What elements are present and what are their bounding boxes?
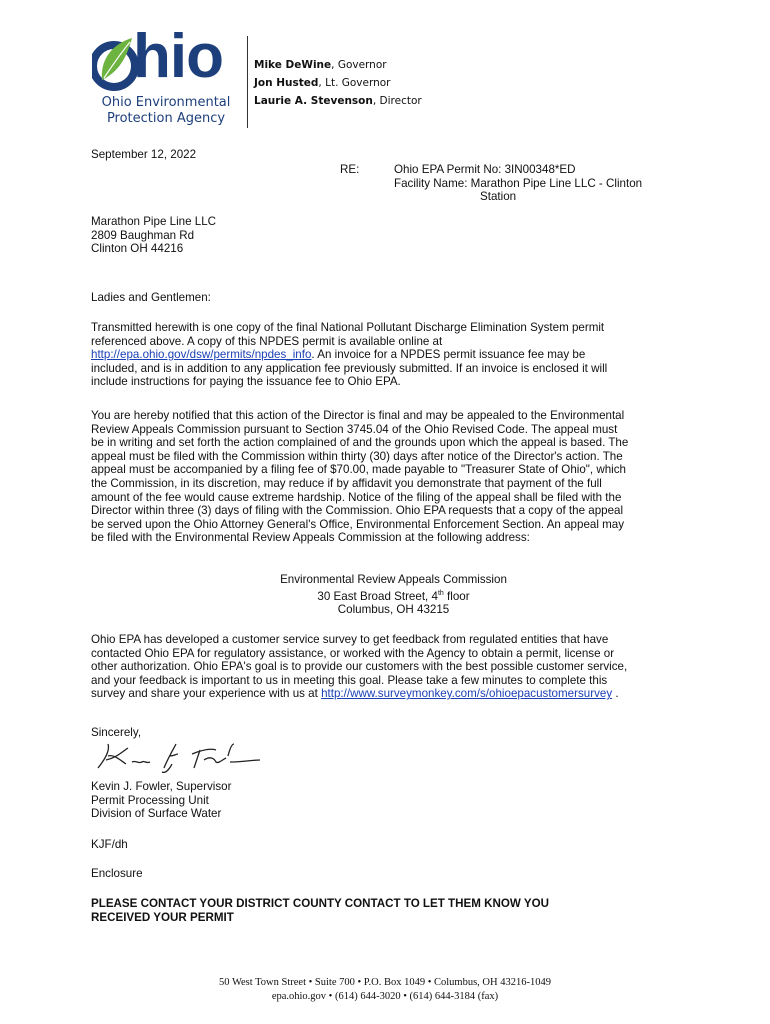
facility-name-cont: Station [480, 190, 517, 204]
enclosure-note: Enclosure [91, 867, 143, 880]
logo-wordmark: hio [133, 22, 223, 91]
paragraph-survey: Ohio EPA has developed a customer service survey to get feedback from regulated entities that have contacted Ohio EPA for regulatory assistance, or worked with the Agency to obtain a permit, license or other authorization. Ohio EPA's goal is to provide our customers with the best possible customer service, and your feedback is important to us in meeting this goal. Please take a few minutes to complete this survey and share your experience with us at http://www.surveymonkey.com/s/ohioepacustomersurvey . [91, 633, 628, 701]
facility-name: Facility Name: Marathon Pipe Line LLC - Clinton [394, 176, 643, 190]
typist-initials: KJF/dh [91, 838, 128, 851]
page-footer [0, 976, 770, 1004]
greeting: Ladies and Gentlemen: [91, 291, 211, 304]
official-director: Laurie A. Stevenson, Director [254, 95, 422, 107]
signer-block: Kevin J. Fowler, Supervisor Permit Processing Unit Division of Surface Water [91, 780, 232, 821]
closing: Sincerely, [91, 726, 142, 739]
permit-number: Ohio EPA Permit No: 3IN00348*ED [394, 163, 576, 176]
official-lt-governor: Jon Husted, Lt. Governor [254, 77, 391, 89]
letter-date: September 12, 2022 [91, 148, 197, 161]
recipient-address: Marathon Pipe Line LLC 2809 Baughman Rd Clinton OH 44216 [91, 215, 217, 256]
signature [92, 738, 262, 780]
official-governor: Mike DeWine, Governor [254, 59, 387, 71]
survey-link[interactable]: http://www.surveymonkey.com/s/ohioepacustomersurvey [321, 687, 613, 701]
paragraph-appeal-notice: You are hereby notified that this action of the Director is final and may be appealed to the Environmental Review Appeals Commission pursuant to Section 3745.04 of the Ohio Revised Code. The appeal must be in writing and set forth the action complained of and the grounds upon which the appeal is based. The appeal must be filed with the Commission within thirty (30) days after notice of the Director's action. The appeal must be accompanied by a filing fee of $70.00, made payable to "Treasurer State of Ohio", which the Commission, in its discretion, may reduce if by affidavit you demonstrate that payment of the full amount of the fee would cause extreme hardship. Notice of the filing of the appeal shall be filed with the Director within three (3) days of filing with the Commission. Ohio EPA requests that a copy of the appeal be served upon the Ohio Attorney General's Office, Environmental Enforcement Section. An appeal may be filed with the Environmental Review Appeals Commission at the following address: [91, 409, 629, 545]
paragraph-permit-transmittal: Transmitted herewith is one copy of the final National Pollutant Discharge Elimination System permit referenced above. A copy of this NPDES permit is available online at http://epa.ohio.gov/dsw/permits/npdes_info. An invoice for a NPDES permit issuance fee may be included, and is in addition to any application fee previously submitted. If an invoice is enclosed it will include instructions for paying the issuance fee to Ohio EPA. [91, 321, 608, 389]
contact-notice: PLEASE CONTACT YOUR DISTRICT COUNTY CONTACT TO LET THEM KNOW YOU RECEIVED YOUR PERMIT [91, 897, 549, 924]
npdes-info-link[interactable]: http://epa.ohio.gov/dsw/permits/npdes_info [91, 348, 312, 362]
footer-address: 50 West Town Street • Suite 700 • P.O. Box 1049 • Columbus, OH 43216-1049 [219, 977, 551, 988]
footer-contact: epa.ohio.gov • (614) 644-3020 • (614) 644-3184 (fax) [271, 991, 499, 1002]
logo-agency-name: Ohio Environmental Protection Agency [101, 95, 231, 126]
officials-list [254, 56, 422, 110]
re-block [394, 163, 684, 204]
commission-address: Environmental Review Appeals Commission 30 East Broad Street, 4th floor Columbus, OH 43215 [280, 573, 507, 617]
re-label: RE: [340, 163, 360, 176]
header-divider [247, 36, 248, 128]
